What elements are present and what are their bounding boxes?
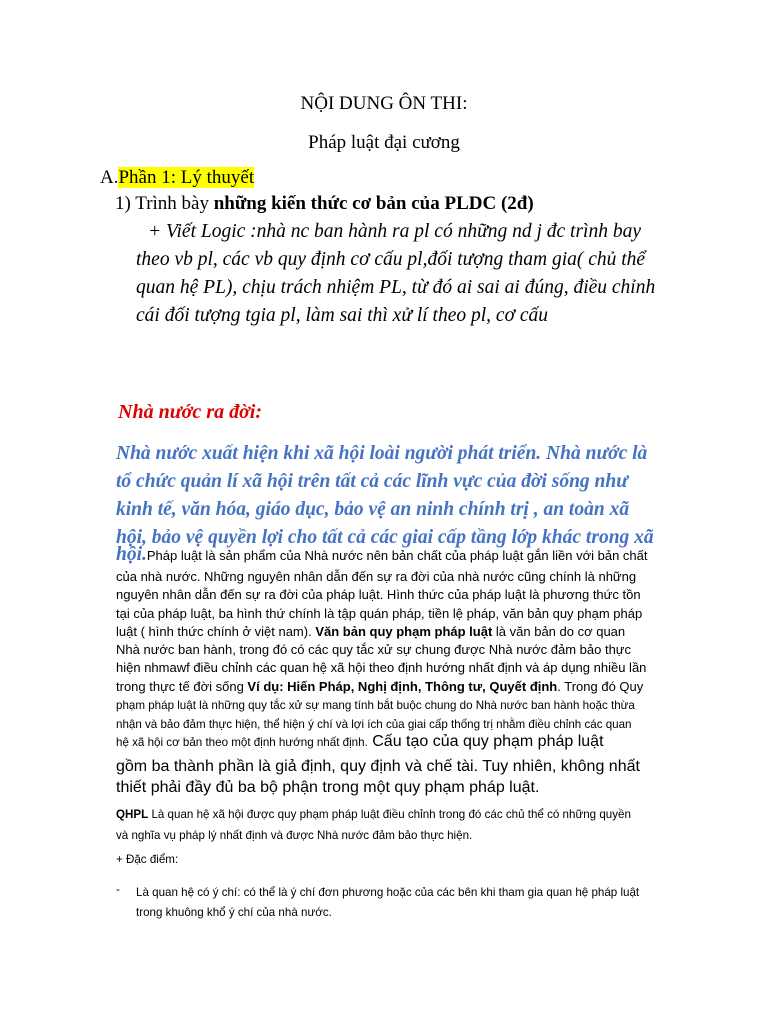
examples-bold: Ví dụ: Hiến Pháp, Nghị định, Thông tư, Quyết định <box>247 678 558 694</box>
note-line-2: theo vb pl, các vb quy định cơ cấu pl,đối tượng tham gia( chủ thể <box>136 249 646 270</box>
norm-line-2: nhận và bảo đảm thực hiện, thể hiện ý chí và lợi ích của giai cấp thống trị nhằm điều chỉnh các quan <box>116 718 632 731</box>
state-line-4: hội, bảo vệ quyền lợi cho tất cả các giai cấp tầng lớp khác trong xã <box>116 527 654 548</box>
features-item <box>136 883 639 923</box>
note-line-3: quan hệ PL), chịu trách nhiệm PL, từ đó ai sai ai đúng, điều chỉnh <box>136 277 656 298</box>
features-line-1: Là quan hệ có ý chí: có thể là ý chí đơn phương hoặc của các bên khi tham gia quan hệ pháp luật <box>136 886 640 899</box>
structure-paragraph <box>116 756 640 798</box>
qhpl-term: QHPL <box>116 808 149 821</box>
structure-line-2: thiết phải đầy đủ ba bộ phận trong một quy phạm pháp luật. <box>116 779 540 796</box>
law-line-3: nguyên nhân dẫn đến sự ra đời của pháp luật. Hình thức của pháp luật là phương thức tồn <box>116 587 641 603</box>
structure-line-1: gồm ba thành phần là giả định, quy định và chế tài. Tuy nhiên, không nhất <box>116 758 640 775</box>
law-line-8 <box>116 678 646 696</box>
qhpl-line-2: và nghĩa vụ pháp lý nhất định và được Nhà nước đảm bảo thực hiện. <box>116 829 473 842</box>
doc-title: NỘI DUNG ÔN THI: <box>300 93 468 114</box>
item-1-text: Trình bày <box>135 193 214 214</box>
law-line-8-text: trong thực tế đời sống <box>116 678 248 694</box>
section-a <box>100 167 254 189</box>
logic-note <box>136 218 655 330</box>
norm-line-3-small: hệ xã hội cơ bản theo một định hướng nhất định. <box>116 736 368 749</box>
law-line-7: hiện nhmawf điều chỉnh các quan hệ xã hội theo định hướng nhất định và áp dụng nhiều lần <box>116 660 647 676</box>
term-legal-document: Văn bản quy phạm pháp luật <box>315 623 493 639</box>
features-heading: + Đặc điểm: <box>116 853 179 866</box>
state-line-5: hội. <box>116 544 147 565</box>
note-line-4: cái đối tượng tgia pl, làm sai thì xử lí theo pl, cơ cấu <box>136 305 549 326</box>
law-line-5-tail: là văn bản do cơ quan <box>492 623 626 639</box>
law-line-5 <box>116 623 646 641</box>
features-bullet: - <box>116 883 120 896</box>
law-line-4: tại của pháp luật, ba hình thứ chính là tập quán pháp, tiền lệ pháp, văn bản quy phạm pháp <box>116 605 643 621</box>
item-1 <box>115 193 534 215</box>
norm-line-3-large: Cấu tạo của quy phạm pháp luật <box>367 733 604 750</box>
state-line-2: tổ chức quản lí xã hội trên tất cả các lĩnh vực của đời sống như <box>116 471 628 492</box>
features-line-2: trong khuông khổ ý chí của nhà nước. <box>136 906 332 919</box>
law-para-start <box>116 544 647 566</box>
law-line-6: Nhà nước ban hành, trong đó có các quy tắc xử sự chung được Nhà nước đảm bảo thực <box>116 642 632 658</box>
section-a-marker: A. <box>100 167 119 188</box>
norm-line-3 <box>116 733 604 751</box>
qhpl-paragraph <box>116 804 631 846</box>
state-paragraph <box>116 440 654 552</box>
qhpl-line-1: Là quan hệ xã hội được quy phạm pháp luật điều chỉnh trong đó các chủ thể có những quyền <box>148 808 631 821</box>
state-line-3: kinh tế, văn hóa, giáo dục, bảo vệ an ninh chính trị , an toàn xã <box>116 499 630 520</box>
section-a-label: Phần 1: Lý thuyết <box>118 167 255 188</box>
law-line-1: Pháp luật là sản phẩm của Nhà nước nên bản chất của pháp luật gắn liền với bản chất <box>146 548 648 563</box>
norm-line-1: phạm pháp luật là những quy tắc xử sự mang tính bắt buộc chung do Nhà nước ban hành hoặc thừa <box>116 699 635 712</box>
law-paragraph <box>116 568 646 696</box>
item-1-bold-text: những kiến thức cơ bản của PLDC (2đ) <box>213 193 534 214</box>
doc-subject: Pháp luật đại cương <box>308 132 460 153</box>
law-line-8-tail: . Trong đó Quy <box>557 678 644 694</box>
item-1-number: 1) <box>115 193 131 214</box>
law-line-5-text: luật ( hình thức chính ở việt nam). <box>116 623 316 639</box>
heading-state-origin: Nhà nước ra đời: <box>118 401 263 423</box>
note-line-1: + Viết Logic :nhà nc ban hành ra pl có những nd j đc trình bay <box>148 221 642 242</box>
law-line-2: của nhà nước. Những nguyên nhân dẫn đến sự ra đời của nhà nước cũng chính là những <box>116 569 637 584</box>
norm-paragraph <box>116 696 635 734</box>
state-line-1: Nhà nước xuất hiện khi xã hội loài người phát triển. Nhà nước là <box>116 443 648 464</box>
